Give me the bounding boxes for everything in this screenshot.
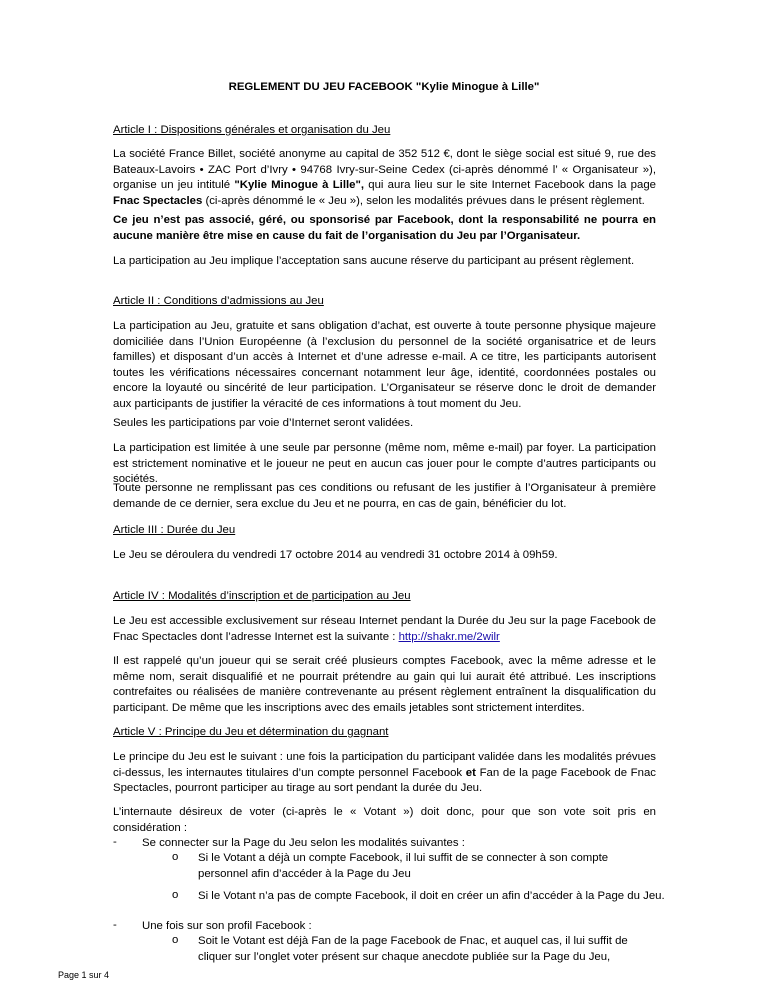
- sub-item-2: Si le Votant n’a pas de compte Facebook, il doit en créer un afin d’accéder à la Page du Jeu.: [198, 890, 665, 902]
- page-number: Page 1 sur 4: [58, 970, 110, 980]
- article-4-paragraph-2: Il est rappelé qu’un joueur qui se serait créé plusieurs comptes Facebook, avec la même adresse et le même nom, serait disqualifié et ne pourrait prétendre au gain qui lui aurait été attribué. Les inscriptions contrefaites ou réalisées de manière contrevenante au présent règlement entraînent la disqualification du participant. De même que les inscriptions avec des emails jetables sont strictement interdites.: [113, 655, 656, 714]
- list-dash-2: -: [113, 919, 117, 931]
- article-2-heading: Article II : Conditions d’admissions au Jeu: [113, 295, 324, 307]
- article-2-paragraph-1: La participation au Jeu, gratuite et sans obligation d’achat, est ouverte à toute personne physique majeure domiciliée dans l’Union Européenne (à l’exclusion du personnel de la société organisatrice et de leurs familles) et disposant d’un accès à Internet et d’une adresse e-mail. A ce titre, les participants autorisent toutes les vérifications nécessaires concernant notamment leur âge, identité, coordonnées postales ou encore la loyauté ou sincérité de leur participation. L’Organisateur se réserve donc le droit de demander aux participants de justifier la véracité de ces informations à tout moment du Jeu.: [113, 320, 656, 410]
- sub-bullet-1: o: [172, 851, 179, 863]
- text-span: Le principe du Jeu est le suivant : une fois la participation du participant validée dans les modalités prévues ci-dessus, les internautes titulaires d’un compte personnel Facebook: [113, 751, 656, 779]
- sub-bullet-2: o: [172, 889, 179, 901]
- article-3-heading: Article III : Durée du Jeu: [113, 524, 236, 536]
- bold-conjunction: et: [465, 766, 476, 779]
- page-title: REGLEMENT DU JEU FACEBOOK "Kylie Minogue à Lille": [228, 81, 540, 93]
- article-5-paragraph-1: [113, 750, 656, 797]
- article-4-paragraph-1: [113, 614, 656, 645]
- article-2-paragraph-4: Toute personne ne remplissant pas ces conditions ou refusant de les justifier à l’Organisateur à première demande de ce dernier, sera exclue du Jeu et ne pourra, en cas de gain, bénéficier du lot.: [113, 482, 656, 510]
- list-item-1: Se connecter sur la Page du Jeu selon les modalités suivantes :: [142, 837, 465, 849]
- text-span: La société France Billet, société anonyme au capital de 352 512 €, dont le siège social est situé 9, rue des Bateaux-Lavoirs • ZAC Port d’Ivry • 94768 Ivry-sur-Seine Cedex (ci-après dénommé l’ « Organisateur »), organise un jeu intitulé: [113, 148, 656, 192]
- text-span: qui aura lieu sur le site Internet Facebook dans la page: [364, 179, 656, 192]
- article-1-disclaimer: Ce jeu n’est pas associé, géré, ou sponsorisé par Facebook, dont la responsabilité ne pourra en aucune manière être mise en cause du fait de l’organisation du Jeu par l’Organisateur.: [113, 214, 656, 242]
- list-item-2: Une fois sur son profil Facebook :: [142, 920, 312, 932]
- sub-item-1: Si le Votant a déjà un compte Facebook, il lui suffit de se connecter à son compte personnel afin d’accéder à la Page du Jeu: [198, 852, 609, 880]
- article-5-heading: Article V : Principe du Jeu et détermination du gagnant: [113, 726, 389, 738]
- article-5-paragraph-2: L’internaute désireux de voter (ci-après le « Votant ») doit donc, pour que son vote soit pris en considération :: [113, 806, 656, 834]
- sub-item-3: Soit le Votant est déjà Fan de la page Facebook de Fnac, et auquel cas, il lui suffit de cliquer sur l’onglet voter présent sur chaque anecdote publiée sur la Page du Jeu,: [198, 935, 628, 963]
- article-1-heading: Article I : Dispositions générales et organisation du Jeu: [113, 124, 391, 136]
- text-span: Le Jeu est accessible exclusivement sur réseau Internet pendant la Durée du Jeu sur la page Facebook de Fnac Spectacles dont l’adresse Internet est la suivante :: [113, 615, 656, 643]
- article-1-paragraph-1: [113, 147, 656, 209]
- list-dash-1: -: [113, 836, 117, 848]
- article-2-paragraph-3: La participation est limitée à une seule par personne (même nom, même e-mail) par foyer. La participation est strictement nominative et le joueur ne peut en aucun cas jouer pour le compte d’autres participants ou sociétés.: [113, 442, 656, 486]
- text-span: (ci-après dénommé le « Jeu »), selon les modalités prévues dans le présent règlement.: [202, 194, 645, 207]
- article-4-heading: Article IV : Modalités d’inscription et de participation au Jeu: [113, 590, 411, 602]
- game-name: "Kylie Minogue à Lille",: [234, 179, 365, 192]
- article-2-paragraph-2: Seules les participations par voie d’Internet seront validées.: [113, 417, 414, 429]
- article-3-paragraph-1: Le Jeu se déroulera du vendredi 17 octobre 2014 au vendredi 31 octobre 2014 à 09h59.: [113, 549, 558, 561]
- game-page-link[interactable]: http://shakr.me/2wilr: [398, 630, 500, 643]
- sub-bullet-3: o: [172, 934, 179, 946]
- text-span: Fan de la page Facebook de Fnac Spectacles, pourront participer au tirage au sort pendant la durée du Jeu.: [113, 766, 657, 795]
- page-name: Fnac Spectacles: [113, 194, 203, 207]
- article-1-paragraph-3: La participation au Jeu implique l’acceptation sans aucune réserve du participant au présent règlement.: [113, 255, 635, 267]
